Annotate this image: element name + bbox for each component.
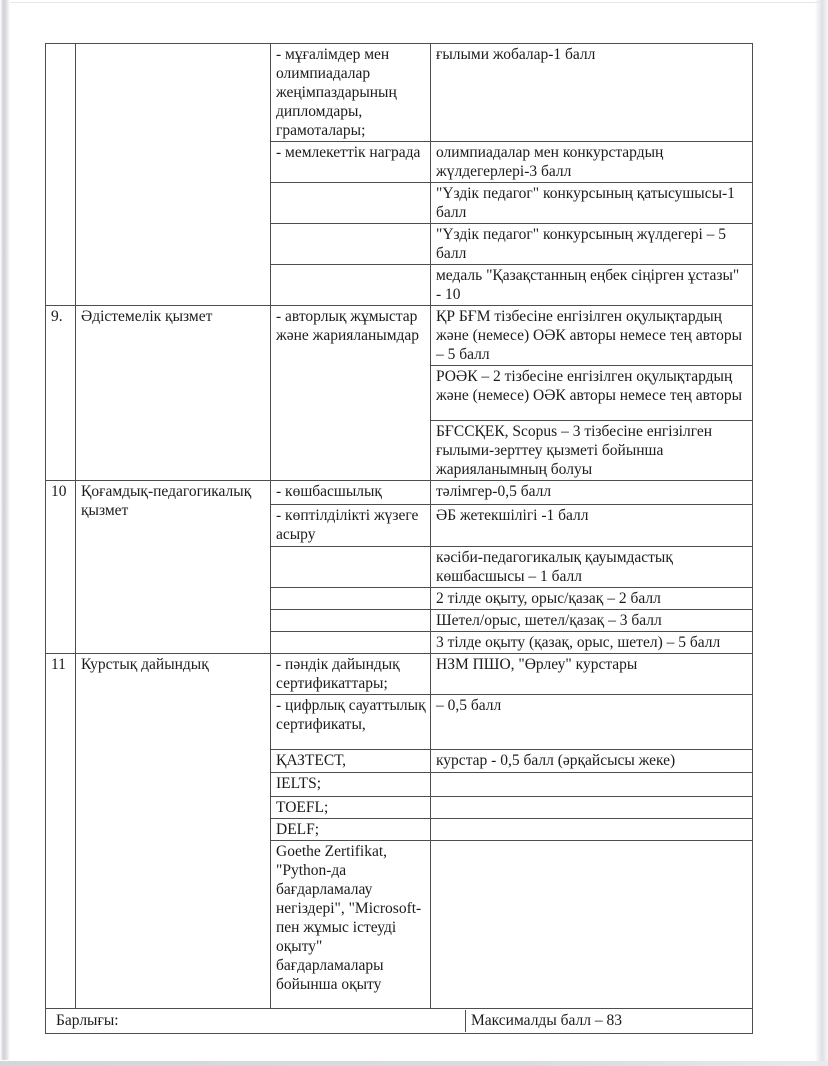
criteria-cell xyxy=(271,224,431,265)
criteria-cell: Goethe Zertifikat, "Python-да бағдарламалау негіздері", "Microsoft-пен жұмыс істеуді оқыту" бағдарламалары бойынша оқыту xyxy=(271,841,431,1009)
criteria-table xyxy=(45,43,753,1034)
category-cell: Әдістемелік қызмет xyxy=(76,306,271,481)
criteria-cell: - пәндік дайындық сертификаттары; xyxy=(271,654,431,695)
criteria-cell xyxy=(271,610,431,632)
points-cell: 3 тілде оқыту (қазақ, орыс, шетел) – 5 балл xyxy=(431,632,753,654)
points-cell: тәлімгер-0,5 балл xyxy=(431,481,753,505)
table-row xyxy=(46,481,753,505)
table-row xyxy=(46,654,753,695)
points-cell: РОӘК – 2 тізбесіне енгізілген оқулықтардың және (немесе) ОӘК авторы немесе тең авторы xyxy=(431,366,753,421)
criteria-cell xyxy=(271,265,431,306)
criteria-cell xyxy=(271,183,431,224)
page-scan-top-line xyxy=(10,2,822,3)
criteria-cell: - мұғалімдер мен олимпиадалар жеңімпаздарының дипломдары, грамоталары; xyxy=(271,44,431,142)
criteria-cell xyxy=(271,547,431,588)
page-scan-bottom-shadow xyxy=(0,1061,828,1066)
criteria-cell: ҚАЗТЕСТ, xyxy=(271,750,431,773)
row-number-cell: 10 xyxy=(46,481,76,654)
criteria-cell xyxy=(271,588,431,610)
points-cell: "Үздік педагог" конкурсының қатысушысы-1 балл xyxy=(431,183,753,224)
criteria-cell: TOEFL; xyxy=(271,797,431,819)
points-cell: курстар - 0,5 балл (әрқайсысы жеке) xyxy=(431,750,753,773)
criteria-cell: - көптілділікті жүзеге асыру xyxy=(271,505,431,547)
criteria-cell: - авторлық жұмыстар және жарияланымдар xyxy=(271,306,431,481)
row-number-cell xyxy=(46,44,76,306)
category-cell: Қоғамдық-педагогикалық қызмет xyxy=(76,481,271,654)
totals-value: Максималды балл – 83 xyxy=(471,1012,622,1029)
criteria-cell: IELTS; xyxy=(271,773,431,797)
points-cell: – 0,5 балл xyxy=(431,695,753,750)
row-number-cell: 11 xyxy=(46,654,76,1009)
page-scan-right-shadow xyxy=(815,0,828,1066)
points-cell: олимпиадалар мен конкурстардың жүлдегерлері-3 балл xyxy=(431,142,753,183)
points-cell: Шетел/орыс, шетел/қазақ – 3 балл xyxy=(431,610,753,632)
table-row xyxy=(46,306,753,366)
points-cell: НЗМ ПШО, "Өрлеу" курстары xyxy=(431,654,753,695)
points-cell xyxy=(431,797,753,819)
criteria-cell: - көшбасшылық xyxy=(271,481,431,505)
points-cell xyxy=(431,841,753,1009)
points-cell: 2 тілде оқыту, орыс/қазақ – 2 балл xyxy=(431,588,753,610)
points-cell: ҚР БҒМ тізбесіне енгізілген оқулықтардың және (немесе) ОӘК авторы немесе тең авторы – 5 балл xyxy=(431,306,753,366)
criteria-cell xyxy=(271,632,431,654)
points-cell: ӘБ жетекшілігі -1 балл xyxy=(431,505,753,547)
table-row xyxy=(46,44,753,142)
totals-label: Барлығы: xyxy=(51,1010,466,1032)
points-cell xyxy=(431,819,753,841)
page-scan-left-shadow xyxy=(0,0,10,1060)
points-cell: БҒССҚЕК, Scopus – 3 тізбесіне енгізілген ғылыми-зерттеу қызметі бойынша жарияланымның болуы xyxy=(431,421,753,481)
row-number-cell: 9. xyxy=(46,306,76,481)
totals-cell xyxy=(46,1009,753,1034)
points-cell: кәсіби-педагогикалық қауымдастық көшбасшысы – 1 балл xyxy=(431,547,753,588)
category-cell xyxy=(76,44,271,306)
totals-row xyxy=(46,1009,753,1034)
points-cell: "Үздік педагог" конкурсының жүлдегері – 5 балл xyxy=(431,224,753,265)
criteria-cell: DELF; xyxy=(271,819,431,841)
category-cell: Курстық дайындық xyxy=(76,654,271,1009)
points-cell xyxy=(431,773,753,797)
criteria-cell: - цифрлық сауаттылық сертификаты, xyxy=(271,695,431,750)
points-cell: ғылыми жобалар-1 балл xyxy=(431,44,753,142)
criteria-cell: - мемлекеттік награда xyxy=(271,142,431,183)
points-cell: медаль "Қазақстанның еңбек сіңірген ұстазы" - 10 xyxy=(431,265,753,306)
